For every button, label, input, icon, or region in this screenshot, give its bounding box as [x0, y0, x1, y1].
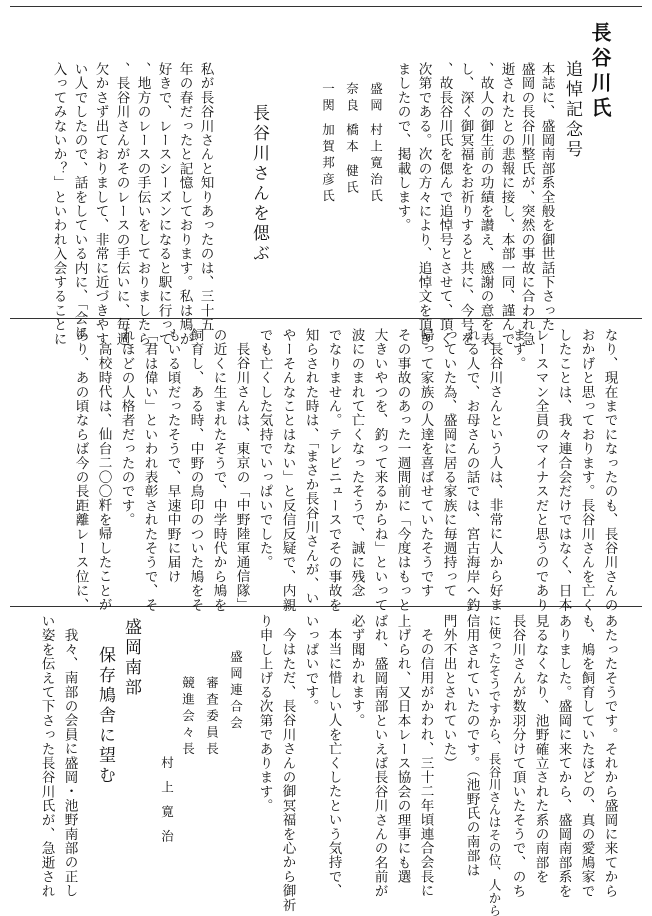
memorial-title: 長谷川氏 [588, 22, 612, 122]
text-line: 我々、南部の会員に盛岡・池野南部の正し [61, 628, 78, 898]
essay-line: い人でしたので、話をしている内に、「会に [71, 62, 88, 340]
section-title-line: 保存鳩舎に望む [95, 646, 115, 786]
text-line: 高校時代は、仙台二〇〇粁を帰したことが [95, 342, 112, 612]
text-line: 門外不出とされていた） [440, 614, 457, 771]
text-line: やーそんなことはない」と反信反疑で、内親 [279, 328, 296, 612]
intro-line: し、深く御冥福をお祈りすると共に、今号を [457, 62, 474, 346]
text-line: 必ず聞かれます。 [348, 614, 365, 728]
text-line: その信用がかわれ、三十二年頃連合会長に [417, 628, 434, 898]
essay-line: 年の春だったと記憶しております。私は鳩が [176, 62, 193, 346]
text-line: もいる頃だったそうで、早速中野に届け [164, 328, 181, 584]
text-line: 知らされた時は、「まさか長谷川さんが、い [302, 328, 319, 606]
intro-line: 次第である。次の方々により、追悼文を頂き [415, 62, 432, 346]
memorial-subtitle: 追悼記念号 [562, 60, 582, 160]
text-line: あたったそうです。それから盛岡に来てから [601, 614, 618, 898]
text-line: 大きいやつを、釣って来るからね」といって [371, 328, 388, 612]
text-line: おかげと思っております。長谷川さんを亡く [578, 328, 595, 612]
signature-name: 村上寛治 [159, 756, 175, 854]
essay-line: 私が長谷川さんと知りあったのは、三十五 [197, 62, 214, 332]
signature-role: 競進会々長 [180, 676, 196, 759]
essay-line: 入ってみないか？」といわれ入会することに [50, 62, 67, 346]
text-line: に使ったそうですから、長谷川さんはその位、人から [486, 614, 502, 916]
text-line: 信用されていたのです。（池野氏の南部は [463, 614, 480, 877]
text-line: 長谷川さんという人は、非常に人から好ま [486, 342, 503, 612]
intro-line: 本誌に、盛岡南部系全般を御世話下さった [538, 62, 555, 332]
text-line: いっぱいです。 [302, 614, 319, 714]
text-line: レースマン全員のマイナスだと思うのであり [532, 328, 549, 612]
essay-line: 好きで、レースシーズンになると駅に行って [155, 62, 172, 346]
text-line: 長谷川さんは、東京の「中野陸軍通信隊」 [233, 342, 250, 612]
essay-line: 欠かさず出ておりまして、非常に近づきやす [92, 62, 109, 346]
signature-org: 盛岡連合会 [228, 650, 244, 733]
text-line: も、鳩を飼育していたほどの、真の愛鳩家で [578, 614, 595, 898]
divider-rule-top [10, 6, 642, 7]
contributor: 一関 加賀邦彦氏 [320, 82, 336, 206]
text-line: 今はただ、長谷川さんの御冥福を心から御祈 [279, 628, 296, 912]
essay-line: 、地方のレースの手伝いをしておりましたら [134, 62, 151, 346]
section-title-line: 盛岡南部 [121, 618, 141, 698]
text-line: ありました。盛岡に来てから、盛岡南部系を [555, 614, 572, 898]
intro-line: 盛岡の長谷川整氏が、突然の事故に合われ急 [518, 62, 535, 346]
text-line: 本当に惜しい人を亡くしたという気持で、 [325, 628, 342, 898]
text-line: れほどの人格者だったのです。 [118, 328, 135, 527]
text-line: ばれ、盛岡南部といえば長谷川さんの名前が [371, 614, 388, 898]
intro-line: 逝されたとの悲報に接し、本部一同、謹んで [498, 62, 515, 346]
text-line: でなりません。テレビニュースでその事故を [325, 328, 342, 612]
text-line: あり、あの頃ならば今の長距離レース位に、 [72, 328, 89, 612]
text-line: り申し上げる次第であります。 [256, 614, 273, 813]
text-line: 飼育し、ある時、中野の鳥印のついた鳩をそ [187, 328, 204, 612]
text-line: の近くに生まれたそうで、中学時代から鳩を [210, 328, 227, 612]
contributor: 盛岡 村上寛治氏 [368, 82, 384, 206]
essay-line: 、長谷川さんがそのレースの手伝いに、毎週 [113, 62, 130, 346]
text-line: なり、現在までになったのも、長谷川さんの [601, 328, 618, 612]
text-line: れる人で、お母さんの話では、宮古海岸へ釣 [463, 328, 480, 612]
intro-line: 、故人の御生前の功績を讃え、感謝の意を表 [477, 62, 494, 346]
text-line: その事故のあった一週間前に「今度はもっと [394, 328, 411, 612]
text-line: 波にのまれて亡くなったそうで、誠に残念 [348, 328, 365, 598]
text-line: 上げられ、又日本レース協会の理事にも選 [394, 614, 411, 884]
intro-line: 、故長谷川氏を偲んで追悼号とさせて、頂く [436, 62, 453, 346]
text-line: っていた為、盛岡に居る家族に毎週持って [440, 328, 457, 598]
text-line: したことは、我々連合会だけではなく、日本 [555, 328, 572, 612]
essay-title: 長谷川さんを偲ぶ [249, 104, 269, 264]
signature-role: 審査委員長 [204, 676, 220, 759]
text-line: 「君は偉い」といわれ表彰されたそうで、そ [141, 328, 158, 612]
text-line: 長谷川さんが数羽分けて頂いたそうで、のち [509, 614, 526, 898]
contributor: 奈良 橋本 健氏 [344, 82, 360, 197]
text-line: 見るなくなり、池野確立された系の南部を [532, 614, 549, 884]
text-line: でも亡くした気持でいっぱいでした。 [256, 328, 273, 570]
intro-line: ましたので、掲載します。 [394, 62, 411, 233]
text-line: 帰って家族の人達を喜ばせていたそうです [417, 328, 434, 598]
text-line: ます。 [509, 328, 526, 371]
text-line: い姿を伝えて下さった長谷川氏が、急逝され [38, 614, 55, 898]
